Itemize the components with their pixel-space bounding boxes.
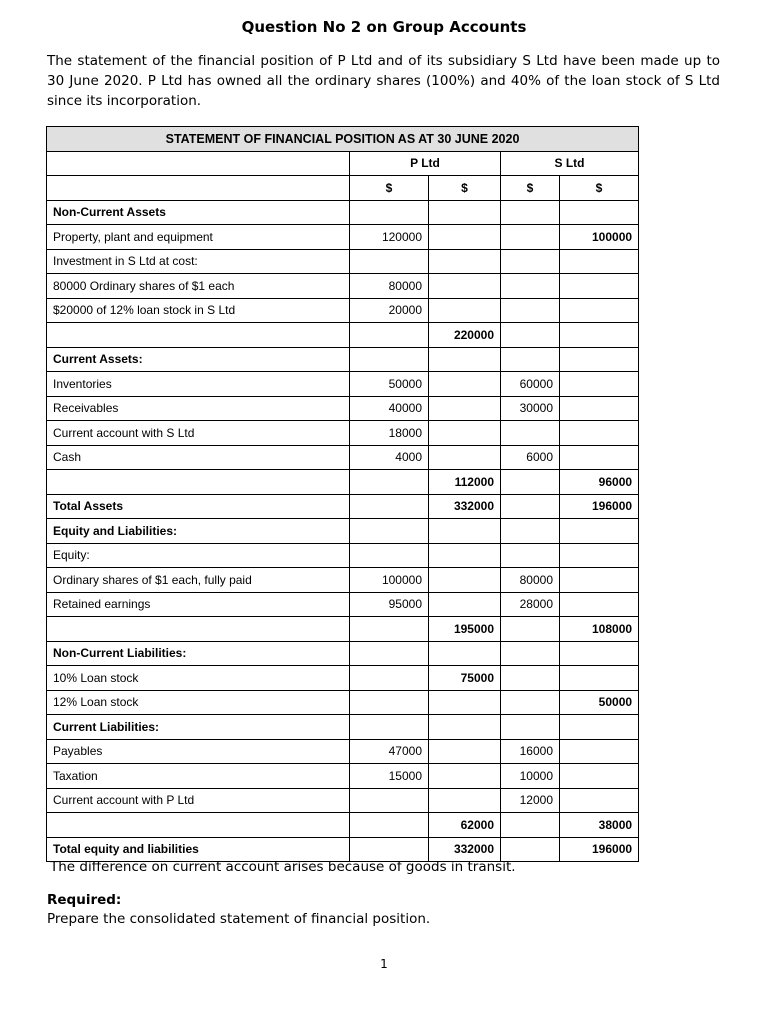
cell-p2	[429, 543, 501, 568]
cell-p2	[429, 715, 501, 740]
company-p-ltd: P Ltd	[350, 151, 501, 176]
cell-p1: 4000	[350, 445, 429, 470]
row-label: Ordinary shares of $1 each, fully paid	[47, 568, 350, 593]
row-label	[47, 813, 350, 838]
cell-s2	[560, 323, 639, 348]
row-label: Payables	[47, 739, 350, 764]
page-number: 1	[380, 957, 388, 971]
table-row	[47, 641, 639, 666]
row-label: Receivables	[47, 396, 350, 421]
cell-s1	[501, 666, 560, 691]
cell-p1: 95000	[350, 592, 429, 617]
currency-label: $	[560, 176, 639, 201]
cell-p1	[350, 200, 429, 225]
cell-s1	[501, 813, 560, 838]
note-text: The difference on current account arises because of goods in transit.	[50, 859, 516, 875]
cell-p2	[429, 739, 501, 764]
cell-s2	[560, 249, 639, 274]
table-row	[47, 788, 639, 813]
cell-p2	[429, 445, 501, 470]
cell-s2	[560, 715, 639, 740]
cell-p1	[350, 690, 429, 715]
table-row	[47, 347, 639, 372]
table-row	[47, 690, 639, 715]
cell-s2	[560, 274, 639, 299]
cell-s2	[560, 764, 639, 789]
row-label: Retained earnings	[47, 592, 350, 617]
cell-p2	[429, 568, 501, 593]
table-row	[47, 274, 639, 299]
cell-s1	[501, 249, 560, 274]
table-row	[47, 568, 639, 593]
cell-s1: 6000	[501, 445, 560, 470]
cell-p1: 18000	[350, 421, 429, 446]
cell-p1	[350, 837, 429, 862]
cell-s2: 50000	[560, 690, 639, 715]
cell-s2	[560, 298, 639, 323]
cell-p2	[429, 347, 501, 372]
row-label	[47, 323, 350, 348]
cell-s1	[501, 347, 560, 372]
row-label: Non-Current Assets	[47, 200, 350, 225]
cell-p1	[350, 323, 429, 348]
cell-p1	[350, 641, 429, 666]
cell-s2	[560, 641, 639, 666]
cell-p2	[429, 200, 501, 225]
table-row	[47, 813, 639, 838]
cell-s1	[501, 519, 560, 544]
row-label: Total equity and liabilities	[47, 837, 350, 862]
row-label: Equity and Liabilities:	[47, 519, 350, 544]
row-label: Property, plant and equipment	[47, 225, 350, 250]
cell-p2	[429, 519, 501, 544]
cell-p1	[350, 666, 429, 691]
cell-p1: 120000	[350, 225, 429, 250]
row-label: Non-Current Liabilities:	[47, 641, 350, 666]
table-row	[47, 543, 639, 568]
cell-s2: 100000	[560, 225, 639, 250]
table-heading-row	[47, 127, 639, 152]
cell-p2	[429, 764, 501, 789]
company-header-row	[47, 151, 639, 176]
table-heading: STATEMENT OF FINANCIAL POSITION AS AT 30 JUNE 2020	[47, 127, 639, 152]
cell-p1	[350, 813, 429, 838]
currency-label: $	[350, 176, 429, 201]
cell-p2	[429, 372, 501, 397]
table-row	[47, 421, 639, 446]
cell-p2: 332000	[429, 494, 501, 519]
cell-p1: 47000	[350, 739, 429, 764]
cell-p2	[429, 225, 501, 250]
row-label: Cash	[47, 445, 350, 470]
cell-s1: 30000	[501, 396, 560, 421]
cell-p2	[429, 641, 501, 666]
row-label: Equity:	[47, 543, 350, 568]
cell-s2: 38000	[560, 813, 639, 838]
table-row	[47, 837, 639, 862]
cell-p1: 15000	[350, 764, 429, 789]
cell-s1	[501, 494, 560, 519]
intro-paragraph: The statement of the financial position of P Ltd and of its subsidiary S Ltd have been made up to 30 June 2020. P Ltd has owned all the ordinary shares (100%) and 40% of the loan stock of S Ltd since its incorporation.	[47, 53, 720, 109]
document-title: Question No 2 on Group Accounts	[241, 18, 527, 36]
cell-s2	[560, 347, 639, 372]
cell-p2: 220000	[429, 323, 501, 348]
cell-s1	[501, 200, 560, 225]
row-label: 10% Loan stock	[47, 666, 350, 691]
currency-header-row	[47, 176, 639, 201]
cell-s1	[501, 715, 560, 740]
cell-p2	[429, 298, 501, 323]
table-row	[47, 666, 639, 691]
financial-position-table	[46, 126, 639, 862]
cell-p1: 20000	[350, 298, 429, 323]
cell-s1	[501, 641, 560, 666]
cell-s1	[501, 470, 560, 495]
table-row	[47, 200, 639, 225]
cell-p2: 332000	[429, 837, 501, 862]
cell-p1	[350, 347, 429, 372]
cell-p1	[350, 788, 429, 813]
cell-p2: 112000	[429, 470, 501, 495]
row-label	[47, 470, 350, 495]
cell-s2: 96000	[560, 470, 639, 495]
row-label: Inventories	[47, 372, 350, 397]
cell-s1: 28000	[501, 592, 560, 617]
cell-s2	[560, 200, 639, 225]
cell-s2: 196000	[560, 494, 639, 519]
cell-s1: 16000	[501, 739, 560, 764]
table-row	[47, 396, 639, 421]
cell-p2: 62000	[429, 813, 501, 838]
table-row	[47, 494, 639, 519]
company-s-ltd: S Ltd	[501, 151, 639, 176]
cell-p2	[429, 592, 501, 617]
table-row	[47, 225, 639, 250]
cell-p1	[350, 249, 429, 274]
table-row	[47, 715, 639, 740]
table-row	[47, 372, 639, 397]
row-label: Current account with S Ltd	[47, 421, 350, 446]
cell-s1	[501, 323, 560, 348]
cell-p2	[429, 788, 501, 813]
cell-s2	[560, 372, 639, 397]
currency-label: $	[429, 176, 501, 201]
cell-s1	[501, 225, 560, 250]
cell-s1	[501, 298, 560, 323]
cell-s2: 196000	[560, 837, 639, 862]
cell-p1	[350, 715, 429, 740]
row-label: Current Assets:	[47, 347, 350, 372]
cell-s2	[560, 445, 639, 470]
cell-p2: 75000	[429, 666, 501, 691]
cell-s1	[501, 690, 560, 715]
cell-p1	[350, 617, 429, 642]
row-label: Total Assets	[47, 494, 350, 519]
cell-p2	[429, 249, 501, 274]
cell-s2	[560, 396, 639, 421]
cell-s2	[560, 592, 639, 617]
table-row	[47, 470, 639, 495]
table-row	[47, 764, 639, 789]
cell-s1	[501, 421, 560, 446]
cell-p1	[350, 494, 429, 519]
row-label	[47, 617, 350, 642]
cell-s1	[501, 617, 560, 642]
table-row	[47, 617, 639, 642]
row-label: Current Liabilities:	[47, 715, 350, 740]
cell-s2: 108000	[560, 617, 639, 642]
cell-p2	[429, 421, 501, 446]
row-label: Investment in S Ltd at cost:	[47, 249, 350, 274]
cell-p1	[350, 470, 429, 495]
table-row	[47, 249, 639, 274]
cell-s2	[560, 788, 639, 813]
cell-p2	[429, 274, 501, 299]
cell-p2: 195000	[429, 617, 501, 642]
table-row	[47, 298, 639, 323]
row-label: 12% Loan stock	[47, 690, 350, 715]
row-label: Taxation	[47, 764, 350, 789]
cell-s1: 12000	[501, 788, 560, 813]
cell-s2	[560, 543, 639, 568]
table-row	[47, 739, 639, 764]
cell-s1: 80000	[501, 568, 560, 593]
cell-s1: 10000	[501, 764, 560, 789]
cell-p1	[350, 519, 429, 544]
cell-s2	[560, 421, 639, 446]
cell-s2	[560, 739, 639, 764]
table-row	[47, 323, 639, 348]
cell-s1	[501, 274, 560, 299]
table-row	[47, 519, 639, 544]
cell-p1: 80000	[350, 274, 429, 299]
cell-p2	[429, 396, 501, 421]
cell-p2	[429, 690, 501, 715]
cell-s1	[501, 543, 560, 568]
table-row	[47, 592, 639, 617]
cell-p1: 100000	[350, 568, 429, 593]
table-row	[47, 445, 639, 470]
cell-s2	[560, 519, 639, 544]
cell-p1: 40000	[350, 396, 429, 421]
row-label: 80000 Ordinary shares of $1 each	[47, 274, 350, 299]
row-label: $20000 of 12% loan stock in S Ltd	[47, 298, 350, 323]
cell-s2	[560, 568, 639, 593]
required-heading: Required:	[47, 892, 122, 908]
cell-s1: 60000	[501, 372, 560, 397]
row-label: Current account with P Ltd	[47, 788, 350, 813]
cell-s1	[501, 837, 560, 862]
cell-p1: 50000	[350, 372, 429, 397]
currency-label: $	[501, 176, 560, 201]
cell-s2	[560, 666, 639, 691]
required-text: Prepare the consolidated statement of financial position.	[47, 911, 431, 927]
cell-p1	[350, 543, 429, 568]
